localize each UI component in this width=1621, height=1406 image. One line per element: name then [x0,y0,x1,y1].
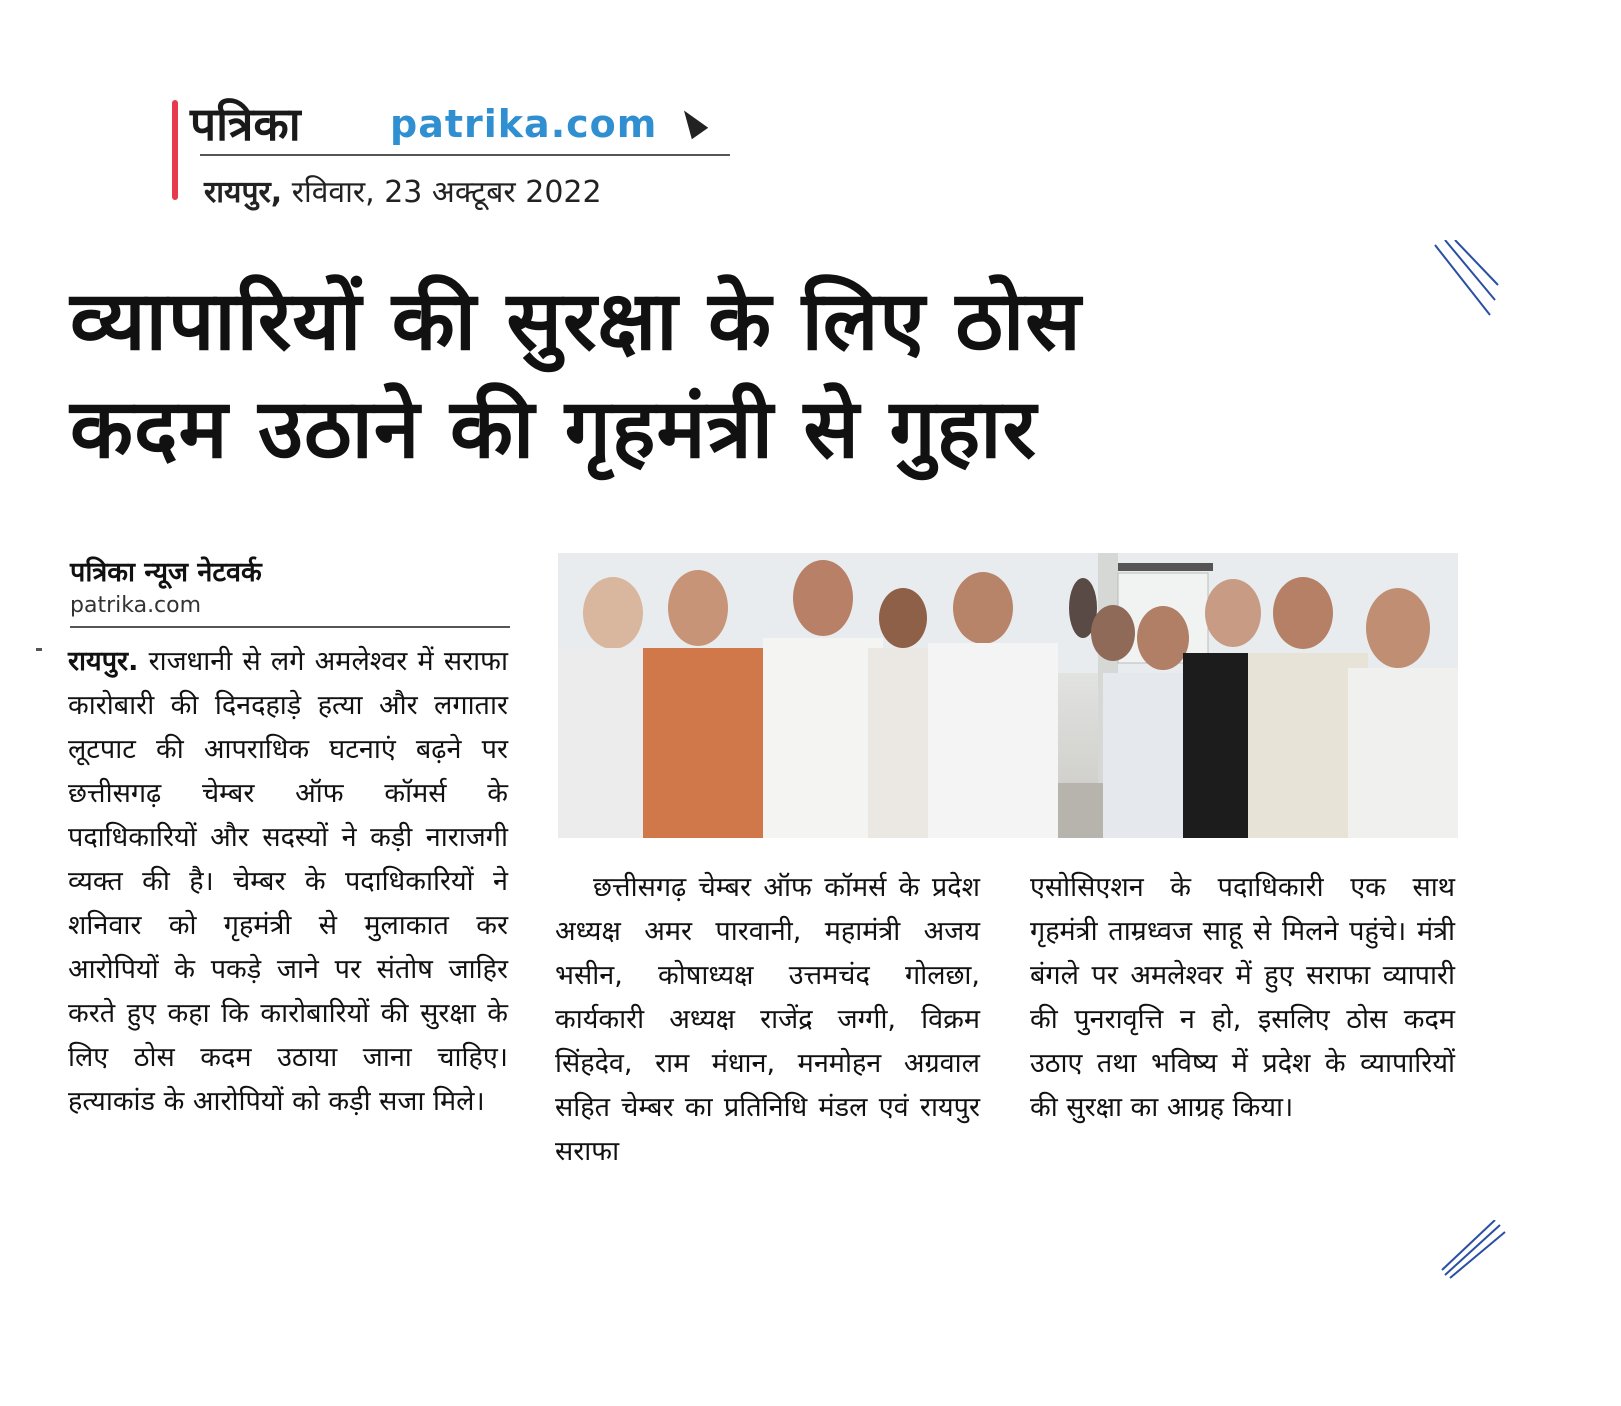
headline [70,268,1410,484]
cursor-icon [676,105,708,139]
masthead-red-mark [172,100,178,200]
pen-stroke-bottom [1440,1220,1510,1280]
news-photo [558,553,1458,838]
brand-logo: पत्रिका [190,97,301,151]
headline-line-2: कदम उठाने की गृहमंत्री से गुहार [70,382,1037,477]
pen-stroke-top [1430,240,1500,320]
headline-line-1: व्यापारियों की सुरक्षा के लिए ठोस [70,274,1082,369]
dateline-city: रायपुर, [204,175,283,210]
news-photo-illustration [558,553,1458,838]
masthead-divider [200,154,730,156]
article-column-1 [68,640,508,1124]
byline [70,552,510,628]
byline-site: patrika.com [70,593,202,618]
dateline-date: रविवार, 23 अक्टूबर 2022 [282,175,602,210]
dateline [204,170,602,211]
article-column-2: छत्तीसगढ़ चेम्बर ऑफ कॉमर्स के प्रदेश अध्यक्ष अमर पारवानी, महामंत्री अजय भसीन, कोषाध्यक्ष उत्तमचंद गोलछा, कार्यकारी अध्यक्ष राजेंद्र जग्गी, विक्रम सिंहदेव, राम मंधान, मनमोहन अग्रवाल सहित चेम्बर का प्रतिनिधि मंडल एवं रायपुर सराफा [555,872,980,1167]
site-name: patrika.com [390,102,658,146]
byline-divider [70,626,510,628]
article-dateline: रायपुर. [68,646,139,677]
article-column-3: एसोसिएशन के पदाधिकारी एक साथ गृहमंत्री ताम्रध्वज साहू से मिलने पहुंचे। मंत्री बंगले पर अमलेश्वर में हुए सराफा व्यापारी की पुनरावृत्ति न हो, इसलिए ठोस कदम उठाए तथा भविष्य में प्रदेश के व्यापारियों की सुरक्षा का आग्रह किया। [1030,872,1455,1123]
byline-name: पत्रिका न्यूज नेटवर्क [70,557,262,588]
article-column-1-text: राजधानी से लगे अमलेश्वर में सराफा कारोबारी की दिनदहाड़े हत्या और लगातार लूटपाट की आपराधिक घटनाएं बढ़ने पर छत्तीसगढ़ चेम्बर ऑफ कॉमर्स के पदाधिकारियों और सदस्यों ने कड़ी नाराजगी व्यक्त की है। चेम्बर के पदाधिकारियों ने शनिवार को गृहमंत्री से मुलाकात कर आरोपियों के पकड़े जाने पर संतोष जाहिर करते हुए कहा कि कारोबारियों की सुरक्षा के लिए ठोस कदम उठाया जाना चाहिए। हत्याकांड के आरोपियों को कड़ी सजा मिले। [68,646,508,1117]
margin-mark [36,648,42,651]
masthead [170,92,730,212]
